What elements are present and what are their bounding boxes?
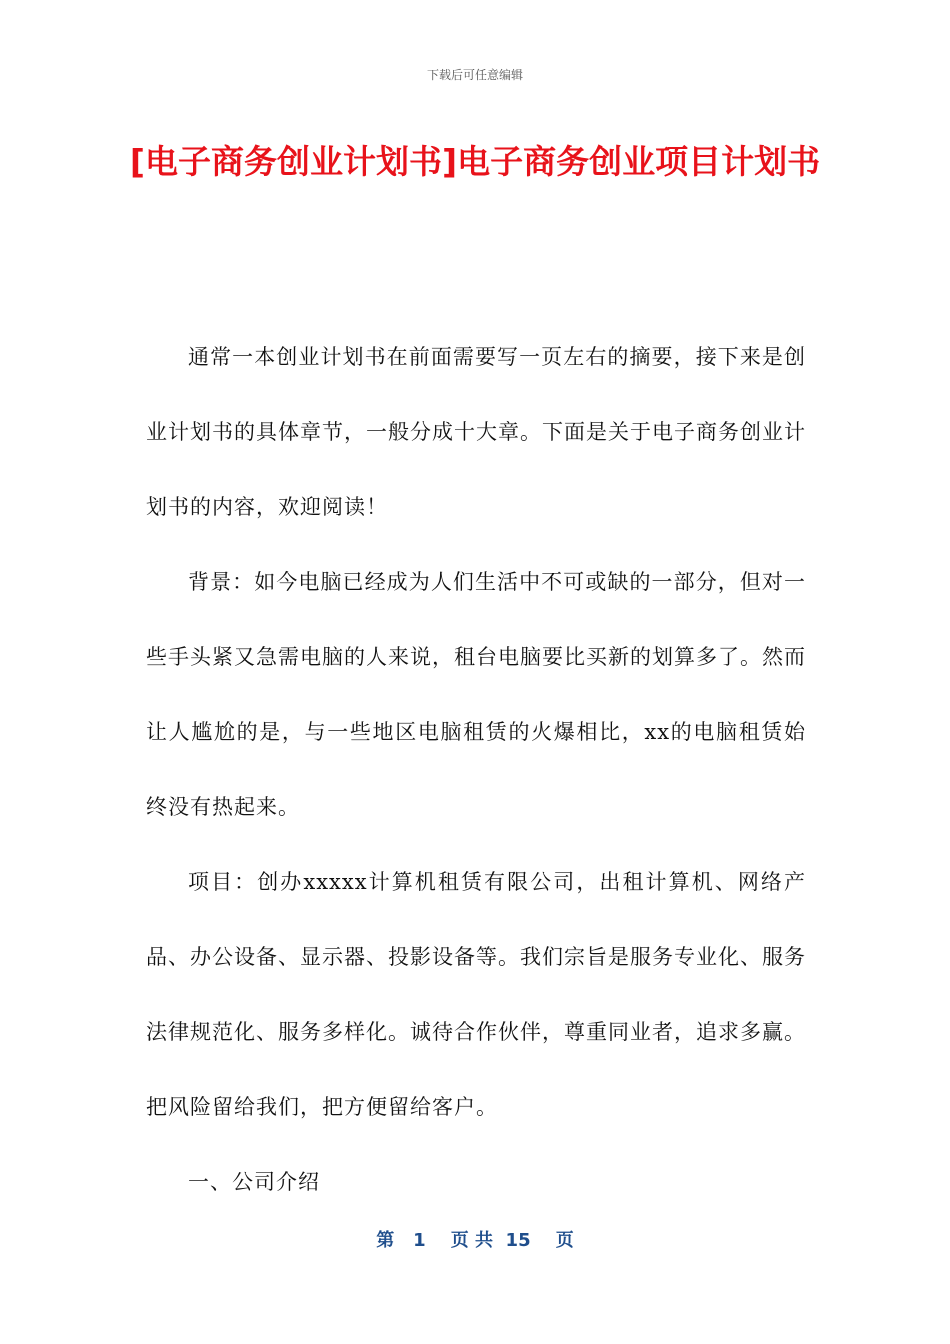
document-title: [电子商务创业计划书]电子商务创业项目计划书 (129, 142, 821, 181)
document-body (146, 320, 806, 1220)
page-footer (0, 1226, 950, 1252)
paragraph-intro: 通常一本创业计划书在前面需要写一页左右的摘要，接下来是创业计划书的具体章节，一般分成十大章。下面是关于电子商务创业计划书的内容，欢迎阅读！ (146, 345, 806, 519)
footer-suffix: 页 (555, 1230, 574, 1251)
footer-current-page: 1 (413, 1230, 426, 1251)
header-note: 下载后可任意编辑 (426, 68, 523, 82)
footer-prefix: 第 (376, 1230, 395, 1251)
footer-total-pages: 15 (505, 1230, 531, 1251)
footer-middle: 页 共 (450, 1230, 493, 1251)
paragraph-project: 项目：创办xxxxx计算机租赁有限公司，出租计算机、网络产品、办公设备、显示器、投影设备等。我们宗旨是服务专业化、服务法律规范化、服务多样化。诚待合作伙伴，尊重同业者，追求多赢。把风险留给我们，把方便留给客户。 (146, 870, 806, 1119)
paragraph-background: 背景：如今电脑已经成为人们生活中不可或缺的一部分，但对一些手头紧又急需电脑的人来说，租台电脑要比买新的划算多了。然而让人尴尬的是，与一些地区电脑租赁的火爆相比，xx的电脑租赁始终没有热起来。 (146, 570, 806, 819)
section-heading-company-intro: 一、公司介绍 (188, 1170, 320, 1194)
